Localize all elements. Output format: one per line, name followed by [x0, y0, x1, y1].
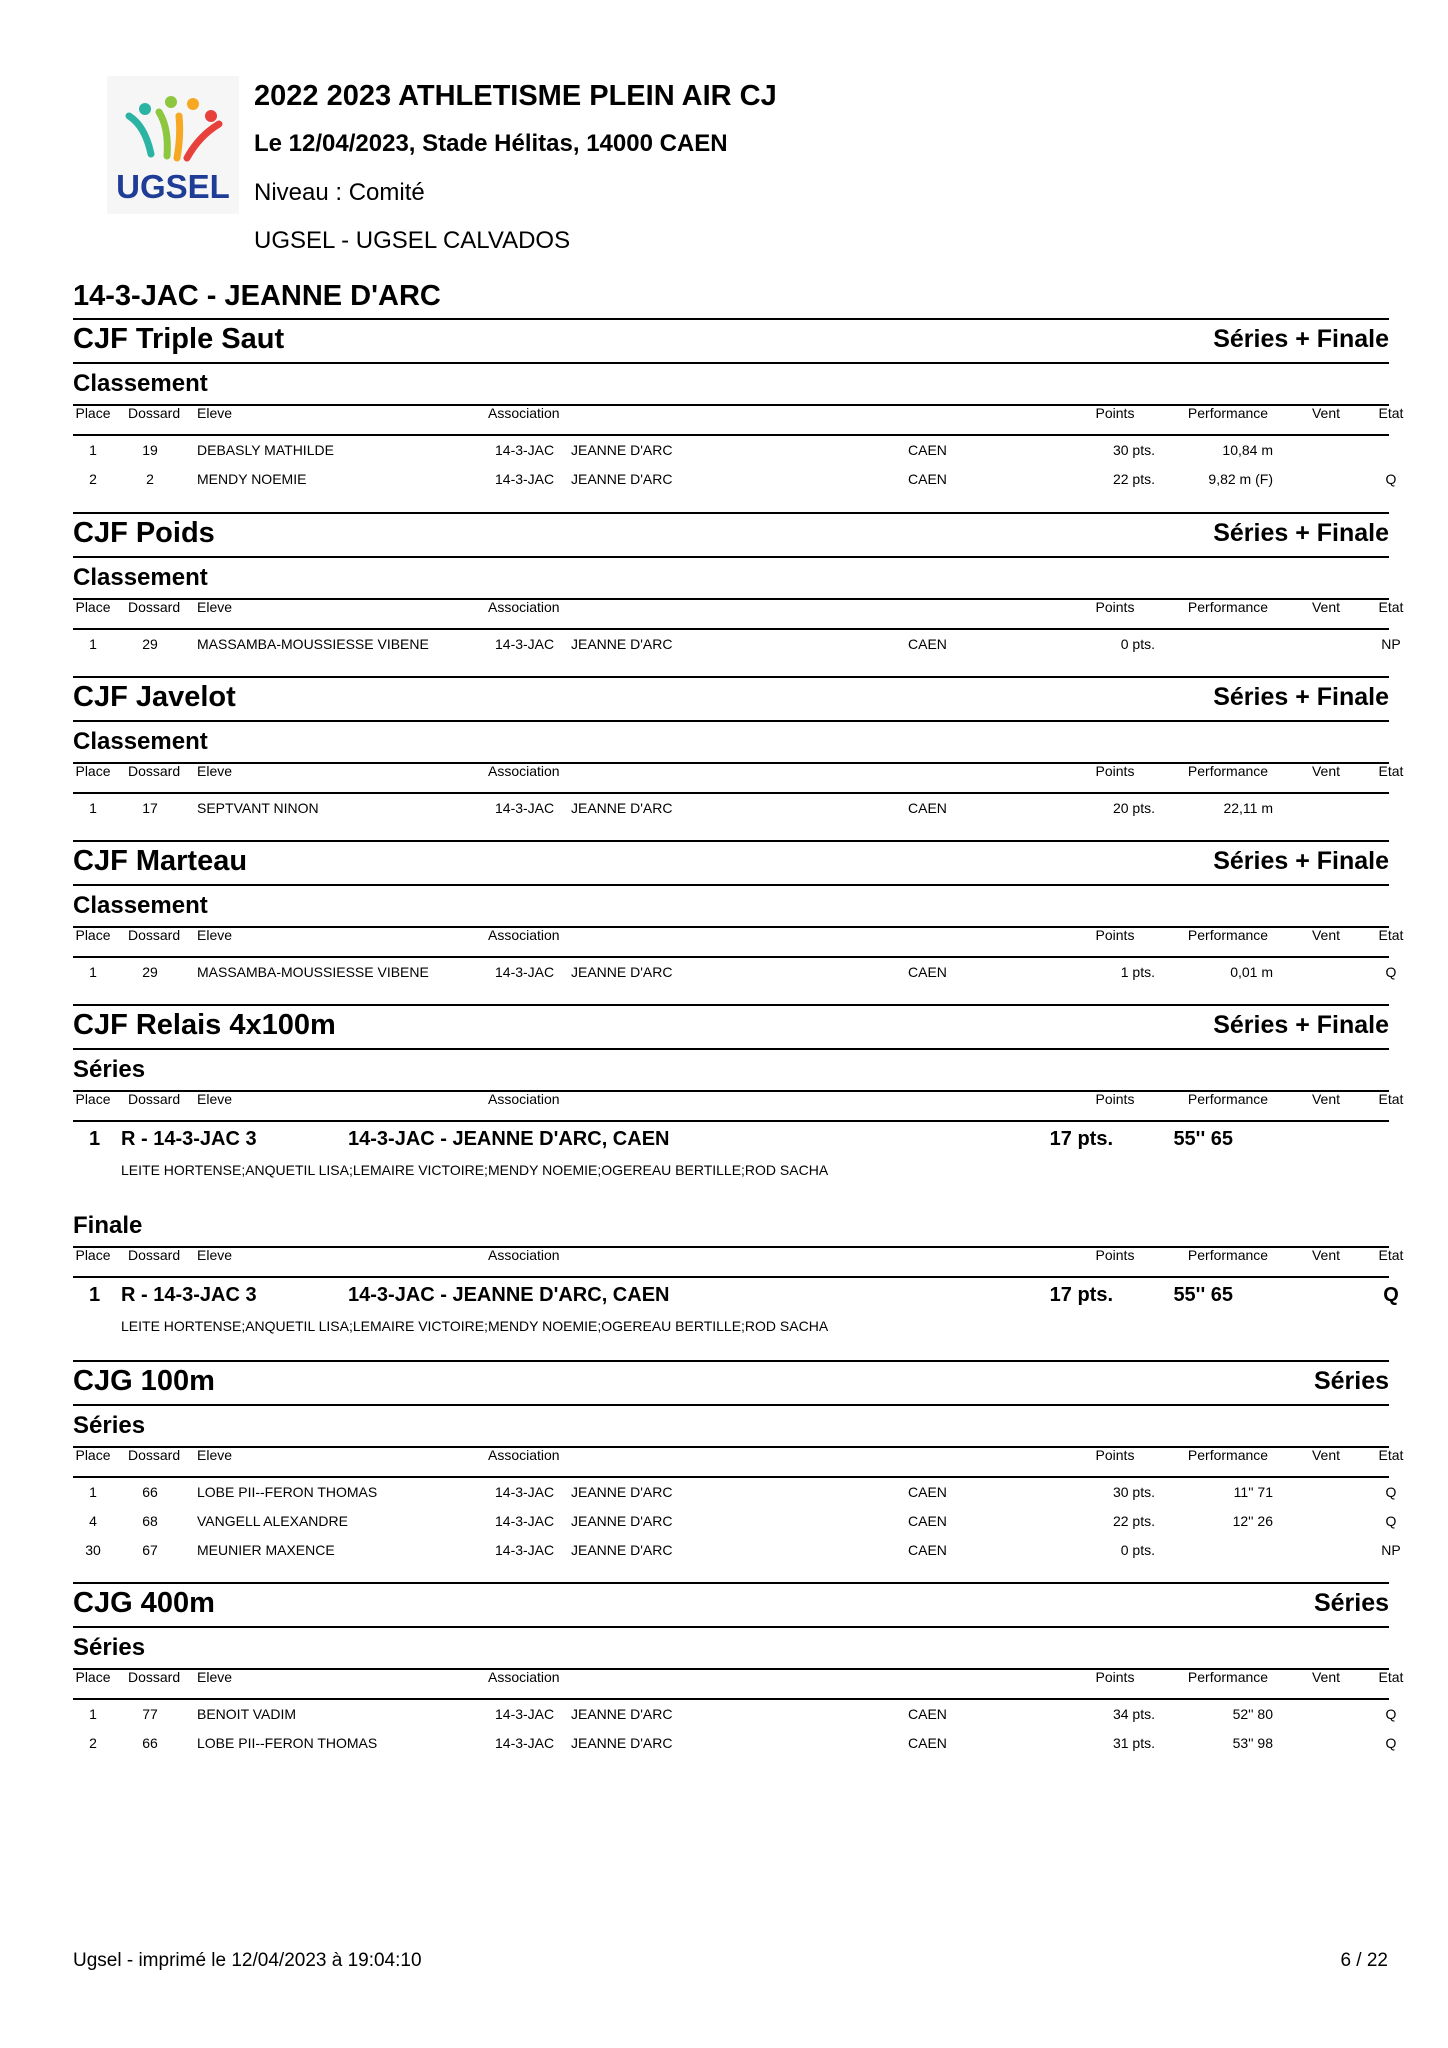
club-code: 14-3-JAC — [495, 1706, 555, 1722]
col-vent: Vent — [1311, 1091, 1341, 1107]
col-performance: Performance — [1187, 599, 1269, 615]
event-header — [73, 676, 1389, 722]
col-association: Association — [488, 1247, 560, 1263]
col-etat: Etat — [1378, 1247, 1404, 1263]
performance: 12'' 26 — [1232, 1513, 1273, 1529]
col-points: Points — [1095, 599, 1135, 615]
place: 1 — [89, 1128, 101, 1150]
col-place: Place — [75, 927, 111, 943]
column-header-row — [73, 1091, 1404, 1122]
club-title: 14-3-JAC - JEANNE D'ARC — [73, 280, 441, 312]
col-points: Points — [1095, 1091, 1135, 1107]
level-label: Niveau : Comité — [254, 179, 425, 206]
club-code: 14-3-JAC — [495, 442, 555, 458]
col-association: Association — [488, 927, 560, 943]
athlete-name: DEBASLY MATHILDE — [197, 442, 334, 458]
athlete-name: SEPTVANT NINON — [197, 800, 319, 816]
event-type: Séries + Finale — [1213, 847, 1389, 875]
column-header-row — [73, 405, 1404, 436]
club-code: 14-3-JAC — [495, 636, 555, 652]
dossard: 77 — [142, 1706, 158, 1722]
status: Q — [1385, 471, 1397, 487]
club-name: JEANNE D'ARC — [571, 1542, 673, 1558]
place: 1 — [89, 442, 97, 458]
athlete-name: BENOIT VADIM — [197, 1706, 297, 1722]
event-name: CJF Marteau — [73, 845, 248, 877]
dossard: 66 — [142, 1484, 158, 1500]
performance: 53'' 98 — [1232, 1735, 1273, 1751]
subsection-title: Finale — [73, 1206, 1389, 1248]
col-vent: Vent — [1311, 1247, 1341, 1263]
points: 30 pts. — [1112, 442, 1155, 458]
place: 2 — [89, 1735, 97, 1751]
col-performance: Performance — [1187, 1091, 1269, 1107]
col-vent: Vent — [1311, 763, 1341, 779]
col-association: Association — [488, 763, 560, 779]
event-type: Séries + Finale — [1213, 1011, 1389, 1039]
col-points: Points — [1095, 927, 1135, 943]
result-row — [73, 964, 1397, 993]
organisation-label: UGSEL - UGSEL CALVADOS — [254, 227, 571, 254]
col-dossard: Dossard — [128, 405, 181, 421]
performance: 11'' 71 — [1233, 1484, 1273, 1500]
dossard: 29 — [142, 964, 158, 980]
status: Q — [1383, 1284, 1399, 1306]
points: 1 pts. — [1120, 964, 1155, 980]
club-code: 14-3-JAC — [495, 1542, 555, 1558]
place: 1 — [89, 636, 97, 652]
points: 22 pts. — [1112, 471, 1155, 487]
dossard: 68 — [142, 1513, 158, 1529]
subsection-title: Classement — [73, 722, 1389, 764]
event-type: Séries — [1313, 1367, 1389, 1395]
result-row — [73, 800, 1389, 829]
place: 1 — [89, 1706, 97, 1722]
place: 1 — [89, 1284, 101, 1306]
col-association: Association — [488, 1669, 560, 1685]
points: 0 pts. — [1120, 636, 1155, 652]
col-points: Points — [1095, 1447, 1135, 1463]
subsection-title: Classement — [73, 886, 1389, 928]
ugsel-logo-icon — [107, 76, 239, 214]
result-row — [73, 1513, 1397, 1542]
col-points: Points — [1095, 405, 1135, 421]
place: 1 — [89, 800, 97, 816]
col-place: Place — [75, 1669, 111, 1685]
col-association: Association — [488, 599, 560, 615]
subsection-title: Séries — [73, 1628, 1389, 1670]
col-association: Association — [488, 1447, 560, 1463]
club-city: CAEN — [908, 636, 947, 652]
col-eleve: Eleve — [197, 405, 233, 421]
col-performance: Performance — [1187, 1247, 1269, 1263]
page-number: 6 / 22 — [1340, 1950, 1388, 1971]
place: 2 — [89, 471, 97, 487]
event-type: Séries + Finale — [1213, 683, 1389, 711]
performance: 0,01 m — [1230, 964, 1273, 980]
relay-team: R - 14-3-JAC 3 — [121, 1284, 257, 1306]
club-name: JEANNE D'ARC — [571, 442, 673, 458]
association: 14-3-JAC - JEANNE D'ARC, CAEN — [348, 1284, 670, 1306]
result-row — [73, 471, 1397, 500]
status: Q — [1385, 1513, 1397, 1529]
subsection-title: Séries — [73, 1406, 1389, 1448]
col-points: Points — [1095, 763, 1135, 779]
athlete-name: MASSAMBA-MOUSSIESSE VIBENE — [197, 964, 429, 980]
athlete-name: MEUNIER MAXENCE — [197, 1542, 335, 1558]
club-city: CAEN — [908, 1513, 947, 1529]
points: 20 pts. — [1112, 800, 1155, 816]
club-city: CAEN — [908, 1484, 947, 1500]
col-eleve: Eleve — [197, 1447, 233, 1463]
col-performance: Performance — [1187, 405, 1269, 421]
col-etat: Etat — [1378, 763, 1404, 779]
event-header — [73, 512, 1389, 558]
col-performance: Performance — [1187, 1669, 1269, 1685]
subsection-title: Classement — [73, 558, 1389, 600]
col-performance: Performance — [1187, 1447, 1269, 1463]
relay-result-row — [73, 1126, 1389, 1160]
col-vent: Vent — [1311, 1447, 1341, 1463]
status: Q — [1385, 964, 1397, 980]
club-code: 14-3-JAC — [495, 800, 555, 816]
place: 1 — [89, 964, 97, 980]
col-etat: Etat — [1378, 599, 1404, 615]
col-dossard: Dossard — [128, 1669, 181, 1685]
performance: 55'' 65 — [1173, 1284, 1233, 1306]
performance: 9,82 m (F) — [1208, 471, 1273, 487]
result-row — [73, 1542, 1401, 1571]
points: 17 pts. — [1049, 1128, 1113, 1150]
place: 4 — [89, 1513, 97, 1529]
relay-result-row — [73, 1282, 1399, 1316]
column-header-row — [73, 1669, 1404, 1700]
column-header-row — [73, 1247, 1404, 1278]
event-header — [73, 1360, 1389, 1406]
column-header-row — [73, 763, 1404, 794]
performance: 10,84 m — [1222, 442, 1273, 458]
result-row — [73, 1706, 1397, 1735]
col-eleve: Eleve — [197, 1247, 233, 1263]
event-header — [73, 318, 1389, 364]
athlete-name: MENDY NOEMIE — [197, 471, 307, 487]
athlete-name: LOBE PII--FERON THOMAS — [197, 1484, 378, 1500]
association: 14-3-JAC - JEANNE D'ARC, CAEN — [348, 1128, 670, 1150]
points: 0 pts. — [1120, 1542, 1155, 1558]
event-name: CJF Relais 4x100m — [73, 1009, 336, 1041]
club-name: JEANNE D'ARC — [571, 471, 673, 487]
result-row — [73, 1735, 1397, 1764]
status: Q — [1385, 1484, 1397, 1500]
event-name: CJF Poids — [73, 517, 215, 549]
relay-members: LEITE HORTENSE;ANQUETIL LISA;LEMAIRE VICTOIRE;MENDY NOEMIE;OGEREAU BERTILLE;ROD SACHA — [121, 1318, 829, 1334]
col-dossard: Dossard — [128, 599, 181, 615]
col-performance: Performance — [1187, 763, 1269, 779]
col-etat: Etat — [1378, 405, 1404, 421]
performance: 22,11 m — [1223, 800, 1273, 816]
status: NP — [1381, 1542, 1401, 1558]
col-dossard: Dossard — [128, 1091, 181, 1107]
dossard: 67 — [142, 1542, 158, 1558]
points: 34 pts. — [1112, 1706, 1155, 1722]
column-header-row — [73, 1447, 1404, 1478]
event-header — [73, 1004, 1389, 1050]
club-city: CAEN — [908, 471, 947, 487]
club-code: 14-3-JAC — [495, 1513, 555, 1529]
club-name: JEANNE D'ARC — [571, 636, 673, 652]
club-city: CAEN — [908, 800, 947, 816]
club-city: CAEN — [908, 1542, 947, 1558]
ugsel-logo — [107, 76, 239, 214]
relay-members: LEITE HORTENSE;ANQUETIL LISA;LEMAIRE VICTOIRE;MENDY NOEMIE;OGEREAU BERTILLE;ROD SACHA — [121, 1162, 829, 1178]
place: 30 — [85, 1542, 101, 1558]
athlete-name: MASSAMBA-MOUSSIESSE VIBENE — [197, 636, 429, 652]
result-row — [73, 442, 1389, 471]
event-header — [73, 1582, 1389, 1628]
club-city: CAEN — [908, 442, 947, 458]
col-association: Association — [488, 1091, 560, 1107]
col-etat: Etat — [1378, 927, 1404, 943]
col-place: Place — [75, 599, 111, 615]
club-code: 14-3-JAC — [495, 471, 555, 487]
event-date-location: Le 12/04/2023, Stade Hélitas, 14000 CAEN — [254, 130, 728, 157]
col-place: Place — [75, 1447, 111, 1463]
points: 22 pts. — [1112, 1513, 1155, 1529]
athlete-name: VANGELL ALEXANDRE — [197, 1513, 348, 1529]
col-dossard: Dossard — [128, 763, 181, 779]
dossard: 29 — [142, 636, 158, 652]
event-name: CJF Javelot — [73, 681, 236, 713]
col-points: Points — [1095, 1669, 1135, 1685]
club-code: 14-3-JAC — [495, 964, 555, 980]
subsection-title: Classement — [73, 364, 1389, 406]
column-header-row — [73, 927, 1404, 958]
result-row — [73, 636, 1401, 665]
col-dossard: Dossard — [128, 927, 181, 943]
club-name: JEANNE D'ARC — [571, 1484, 673, 1500]
col-etat: Etat — [1378, 1669, 1404, 1685]
club-name: JEANNE D'ARC — [571, 1735, 673, 1751]
club-code: 14-3-JAC — [495, 1484, 555, 1500]
col-eleve: Eleve — [197, 927, 233, 943]
dossard: 2 — [146, 471, 154, 487]
col-vent: Vent — [1311, 599, 1341, 615]
club-name: JEANNE D'ARC — [571, 964, 673, 980]
relay-team: R - 14-3-JAC 3 — [121, 1128, 257, 1150]
status: Q — [1385, 1735, 1397, 1751]
event-name: CJF Triple Saut — [73, 323, 285, 355]
dossard: 19 — [142, 442, 158, 458]
col-performance: Performance — [1187, 927, 1269, 943]
col-vent: Vent — [1311, 405, 1341, 421]
event-name: CJG 400m — [73, 1587, 215, 1619]
performance: 55'' 65 — [1173, 1128, 1233, 1150]
event-name: CJG 100m — [73, 1365, 215, 1397]
col-place: Place — [75, 1091, 111, 1107]
club-city: CAEN — [908, 1706, 947, 1722]
status: NP — [1381, 636, 1401, 652]
points: 31 pts. — [1112, 1735, 1155, 1751]
column-header-row — [73, 599, 1404, 630]
event-header — [73, 840, 1389, 886]
document-title: 2022 2023 ATHLETISME PLEIN AIR CJ — [254, 80, 777, 112]
event-type: Séries — [1313, 1589, 1389, 1617]
athlete-name: LOBE PII--FERON THOMAS — [197, 1735, 378, 1751]
club-name: JEANNE D'ARC — [571, 1513, 673, 1529]
club-name: JEANNE D'ARC — [571, 1706, 673, 1722]
col-vent: Vent — [1311, 1669, 1341, 1685]
club-city: CAEN — [908, 964, 947, 980]
event-type: Séries + Finale — [1213, 519, 1389, 547]
col-association: Association — [488, 405, 560, 421]
col-points: Points — [1095, 1247, 1135, 1263]
club-city: CAEN — [908, 1735, 947, 1751]
col-etat: Etat — [1378, 1091, 1404, 1107]
place: 1 — [89, 1484, 97, 1500]
status: Q — [1385, 1706, 1397, 1722]
dossard: 17 — [142, 800, 158, 816]
col-eleve: Eleve — [197, 599, 233, 615]
dossard: 66 — [142, 1735, 158, 1751]
svg-text:UGSEL: UGSEL — [116, 168, 230, 205]
points: 17 pts. — [1049, 1284, 1113, 1306]
col-dossard: Dossard — [128, 1247, 181, 1263]
club-code: 14-3-JAC — [495, 1735, 555, 1751]
result-row — [73, 1484, 1397, 1513]
subsection-title: Séries — [73, 1050, 1389, 1092]
col-eleve: Eleve — [197, 763, 233, 779]
col-vent: Vent — [1311, 927, 1341, 943]
col-place: Place — [75, 763, 111, 779]
performance: 52'' 80 — [1232, 1706, 1273, 1722]
col-place: Place — [75, 1247, 111, 1263]
col-place: Place — [75, 405, 111, 421]
col-eleve: Eleve — [197, 1091, 233, 1107]
col-etat: Etat — [1378, 1447, 1404, 1463]
event-type: Séries + Finale — [1213, 325, 1389, 353]
points: 30 pts. — [1112, 1484, 1155, 1500]
col-eleve: Eleve — [197, 1669, 233, 1685]
col-dossard: Dossard — [128, 1447, 181, 1463]
print-timestamp: Ugsel - imprimé le 12/04/2023 à 19:04:10 — [73, 1950, 422, 1971]
club-name: JEANNE D'ARC — [571, 800, 673, 816]
